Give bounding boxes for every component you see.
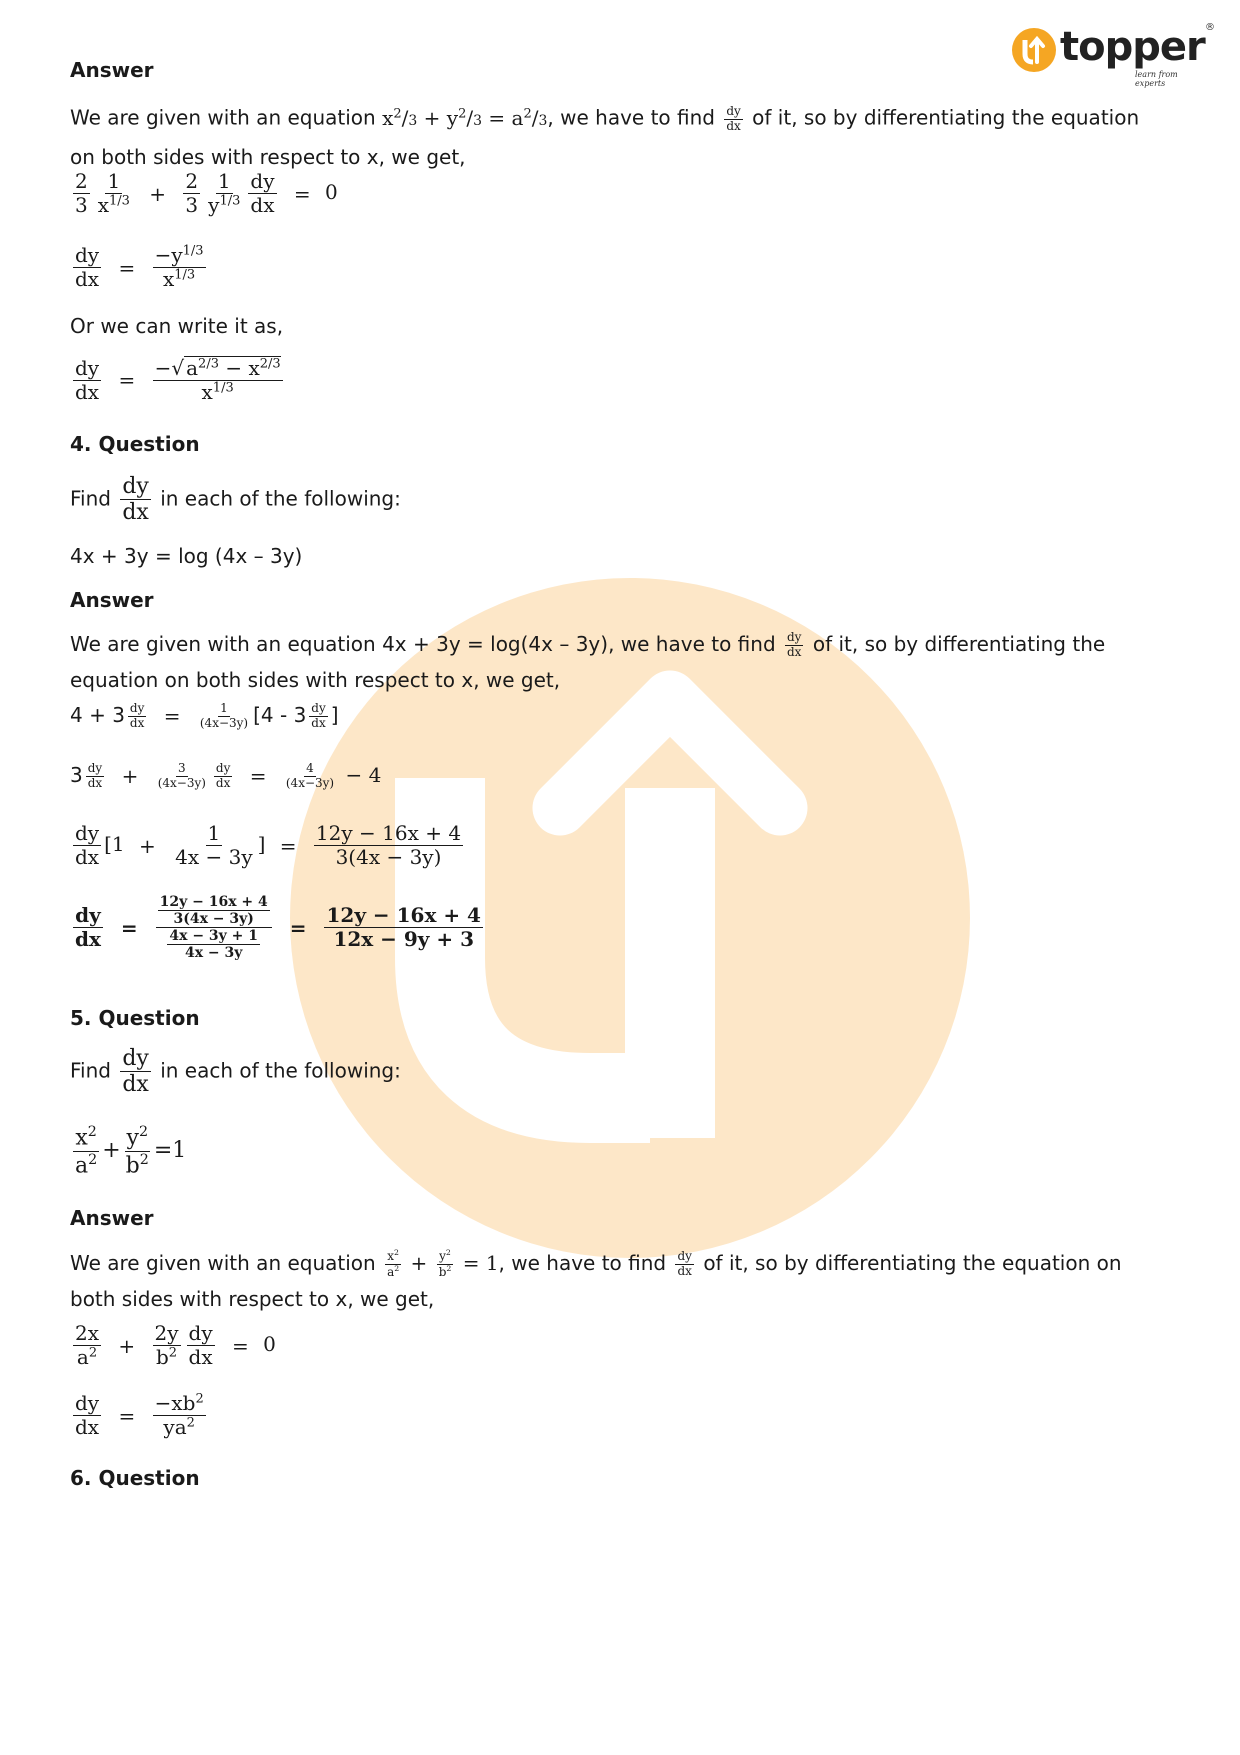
q4-step-2: 3 $\frac{dy}{dx}$ + $\frac{3}{(4x-3y)}$ $\frac{dy}{dx}$ = $\frac{4}{(4x-3y)}$ − 4 — [70, 761, 382, 790]
q5-find-line: Find $\frac{dy}{dx}$ in each of the following: — [70, 1046, 401, 1098]
q4-step-4: $\frac{dy}{dx}$ = $\frac{\frac{12y - 16x + 4}{3(4x - 3y)}}{\frac{4x - 3y + 1}{4x - 3y}}$ = $\frac{12y - 16x + 4}{12x - 9y + 3}$ — [75, 894, 481, 962]
topper-logo — [1010, 22, 1215, 88]
answer-heading: Answer — [70, 1206, 154, 1230]
question-4-heading: 4. Question — [70, 432, 200, 456]
q5-step-1: $\frac{2x}{a^2}$ + $\frac{2y}{b^2}$ $\frac{dy}{dx}$ = 0 — [75, 1321, 276, 1369]
equation-step-1: $\frac{2}{3}$ $\frac{1}{x^{1/3}}$ + $\frac{2}{3}$ $\frac{1}{y^{1/3}}$ $\frac{dy}{dx}$ = 0 — [75, 169, 338, 217]
answer4-intro: We are given with an equation 4x + 3y = log(4x – 3y), we have to find $\frac{dy}{dx}$ of it, so by differentiating the equation on both sides with respect to x, we get, — [70, 630, 1106, 692]
q4-equation: 4x + 3y = log (4x – 3y) — [70, 544, 303, 568]
question-5-heading: 5. Question — [70, 1006, 200, 1030]
q4-find-line: Find $\frac{dy}{dx}$ in each of the following: — [70, 474, 401, 526]
svg-text:®: ® — [1205, 22, 1215, 33]
q4-step-3: $\frac{dy}{dx}$ [1 + $\frac{1}{4x - 3y}$ ] = $\frac{12y - 16x + 4}{3(4x - 3y)}$ — [75, 821, 462, 869]
answer3-intro: We are given with an equation $x^2/3 + y^2/3 = a^2/3$, we have to find $\frac{dy}{dx}$ of it, so by differentiating the equation on both sides with respect to x, we get, — [70, 103, 1140, 169]
dy-dx-fraction: $\frac{dy}{dx}$ — [726, 103, 741, 133]
question-6-heading: 6. Question — [70, 1466, 200, 1490]
or-write-text: Or we can write it as, — [70, 314, 284, 338]
equation-step-2: $\frac{dy}{dx}$ = $\frac{-y^{1/3}}{x^{1/3}}$ — [75, 243, 204, 291]
equation-inline: $x^2/3 + y^2/3 = a^2/3$ — [382, 105, 548, 130]
logo-text: topper — [1060, 24, 1205, 70]
answer-heading: Answer — [70, 588, 154, 612]
q5-step-2: $\frac{dy}{dx}$ = $\frac{-xb^2}{ya^2}$ — [75, 1391, 204, 1439]
equation-step-3: $\frac{dy}{dx}$ = $\frac{-√ a^{2/3} - x^{2/3}}{x^{1/3}}$ — [75, 355, 281, 404]
answer5-intro: We are given with an equation $\frac{x^2}{a^2}$ + $\frac{y^2}{b^2}$ = 1, we have to find $\frac{dy}{dx}$ of it, so by differentiating the equation on both sides with respect to x, we get, — [70, 1248, 1122, 1311]
q5-equation: $\frac{x^2}{a^2}$ + $\frac{y^2}{b^2}$ =1 — [75, 1124, 187, 1178]
logo-tagline: learn from experts — [1135, 70, 1178, 88]
q4-step-1: 4 + 3 $\frac{dy}{dx}$ = $\frac{1}{(4x-3y)}$ [4 - 3 $\frac{dy}{dx}$ ] — [70, 701, 339, 730]
answer-heading: Answer — [70, 58, 154, 82]
